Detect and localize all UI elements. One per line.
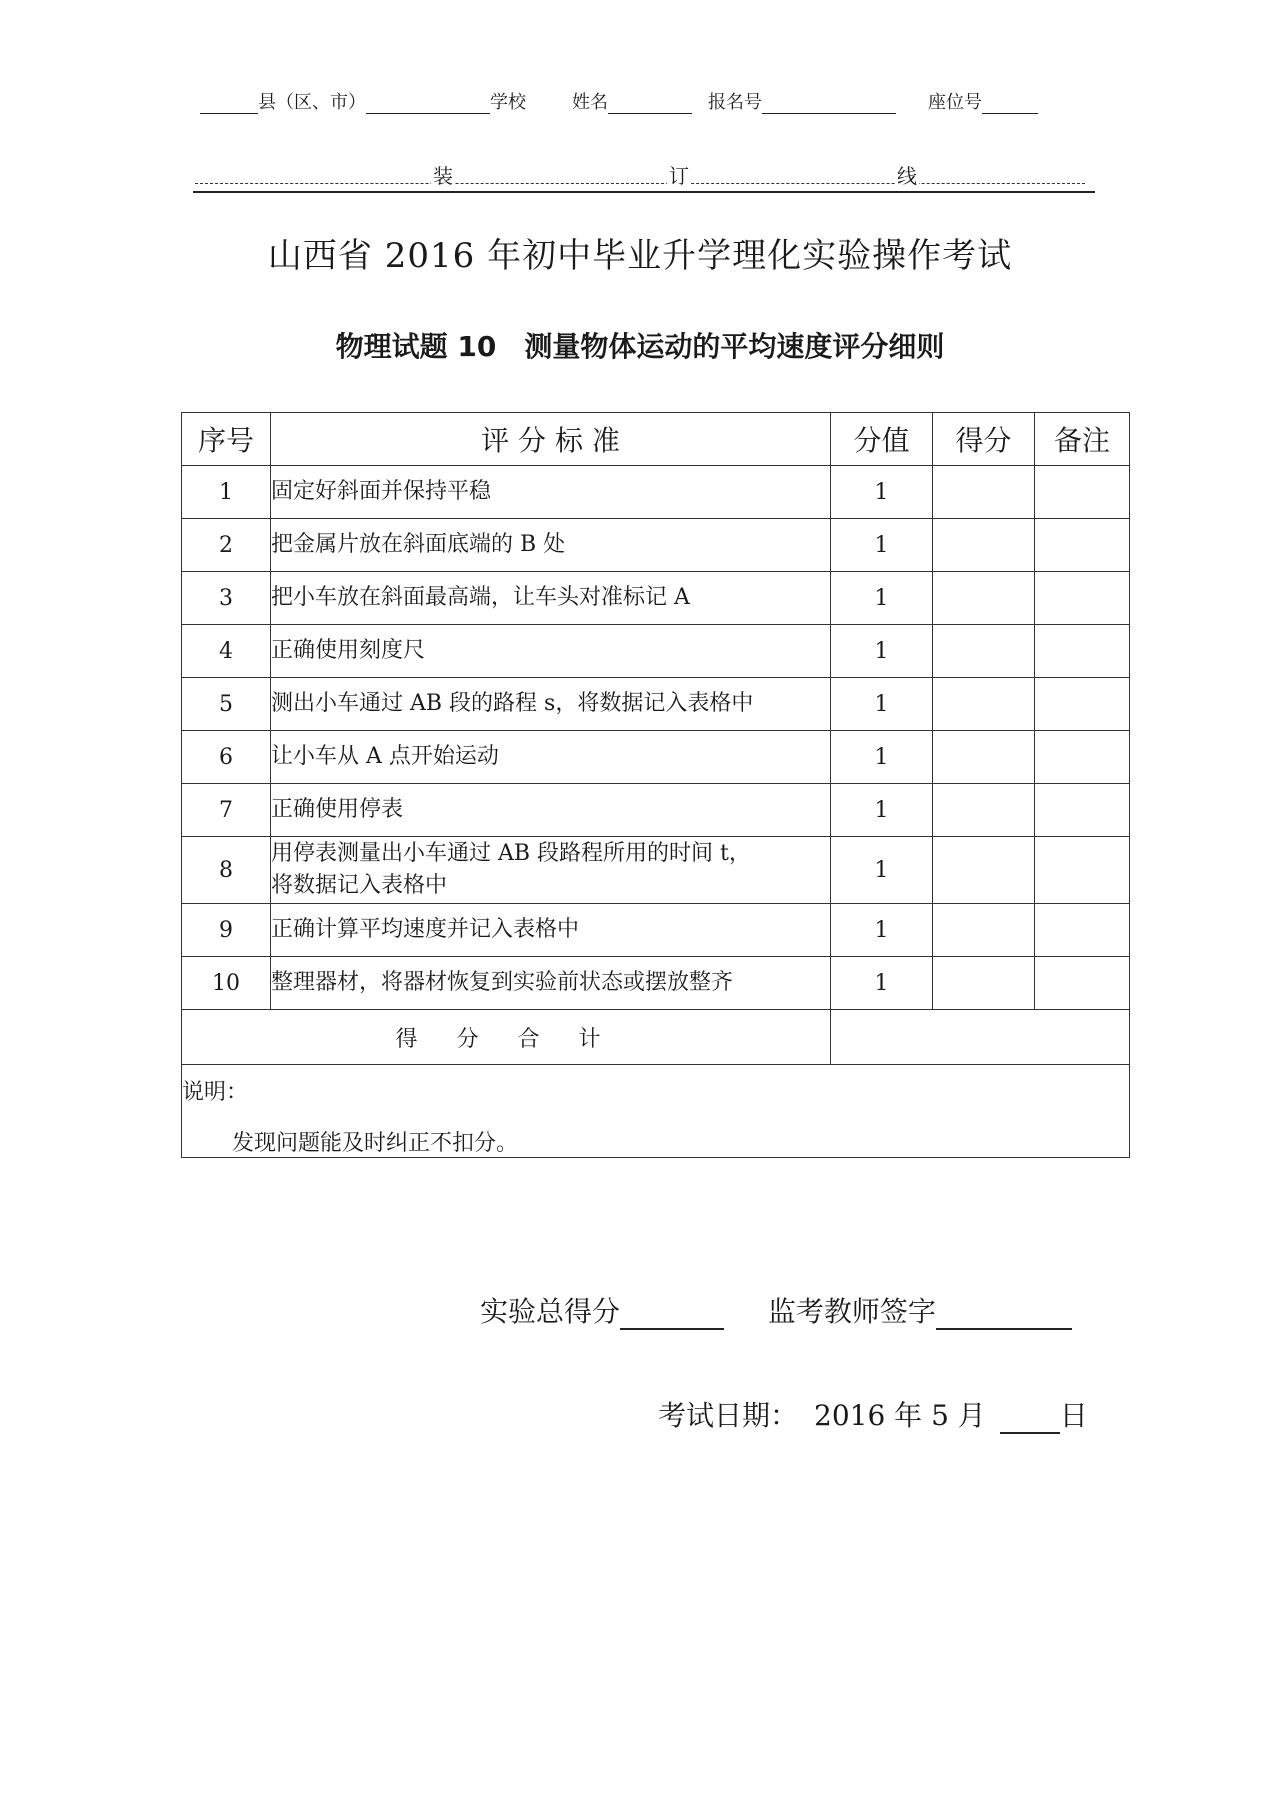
- row-criteria: 正确计算平均速度并记入表格中: [271, 904, 831, 957]
- row-criteria: 把小车放在斜面最高端，让车头对准标记 A: [271, 572, 831, 625]
- row-criteria-line: 用停表测量出小车通过 AB 段路程所用的时间 t，: [271, 841, 751, 866]
- binding-char: 装: [431, 160, 455, 189]
- header-remark: 备注: [1035, 413, 1130, 466]
- row-criteria: 把金属片放在斜面底端的 B 处: [271, 519, 831, 572]
- signature-line: [480, 1290, 1072, 1330]
- seat-label: 座位号: [928, 92, 982, 113]
- row-remark-cell[interactable]: [1035, 519, 1130, 572]
- row-score-cell[interactable]: [933, 957, 1035, 1010]
- table-row: [182, 957, 1130, 1010]
- row-score-cell[interactable]: [933, 466, 1035, 519]
- total-row: [182, 1010, 1130, 1065]
- row-index: 5: [182, 678, 271, 731]
- row-points: 1: [831, 572, 933, 625]
- teacher-sign-blank[interactable]: [936, 1300, 1072, 1330]
- row-remark-cell[interactable]: [1035, 904, 1130, 957]
- table-row: [182, 466, 1130, 519]
- binding-solid-rule: [193, 191, 1095, 193]
- county-label: 县（区、市）: [258, 92, 366, 113]
- binding-line: [195, 160, 1085, 196]
- row-score-cell[interactable]: [933, 731, 1035, 784]
- seat-blank[interactable]: [982, 95, 1038, 114]
- row-points: 1: [831, 837, 933, 904]
- row-points: 1: [831, 678, 933, 731]
- row-score-cell[interactable]: [933, 572, 1035, 625]
- row-score-cell[interactable]: [933, 784, 1035, 837]
- page-title: 山西省 2016 年初中毕业升学理化实验操作考试: [267, 236, 1013, 276]
- scoring-table: [181, 412, 1130, 1158]
- registration-blank[interactable]: [762, 95, 896, 114]
- row-index: 3: [182, 572, 271, 625]
- row-points: 1: [831, 784, 933, 837]
- school-label: 学校: [490, 92, 526, 113]
- binding-char: 线: [895, 160, 919, 189]
- row-criteria: 正确使用刻度尺: [271, 625, 831, 678]
- row-criteria: 正确使用停表: [271, 784, 831, 837]
- row-score-cell[interactable]: [933, 904, 1035, 957]
- row-index: 1: [182, 466, 271, 519]
- row-index: 7: [182, 784, 271, 837]
- row-points: 1: [831, 957, 933, 1010]
- row-remark-cell[interactable]: [1035, 784, 1130, 837]
- notes-row: [182, 1065, 1130, 1158]
- name-label: 姓名: [572, 92, 608, 113]
- row-remark-cell[interactable]: [1035, 837, 1130, 904]
- header-points: 分值: [831, 413, 933, 466]
- notes-body: 发现问题能及时纠正不扣分。: [232, 1131, 519, 1156]
- total-label: 得 分 合 计: [182, 1010, 831, 1065]
- day-label: 日: [1059, 1399, 1088, 1432]
- school-blank[interactable]: [366, 95, 490, 114]
- row-remark-cell[interactable]: [1035, 466, 1130, 519]
- row-criteria: [271, 837, 831, 904]
- row-points: 1: [831, 904, 933, 957]
- row-remark-cell[interactable]: [1035, 678, 1130, 731]
- notes-cell: [182, 1065, 1130, 1158]
- row-criteria: 整理器材，将器材恢复到实验前状态或摆放整齐: [271, 957, 831, 1010]
- row-points: 1: [831, 466, 933, 519]
- header-index: 序号: [182, 413, 271, 466]
- header-criteria: 评 分 标 准: [271, 413, 831, 466]
- table-row: [182, 572, 1130, 625]
- row-criteria-line: 将数据记入表格中: [271, 873, 448, 898]
- table-row: [182, 837, 1130, 904]
- row-score-cell[interactable]: [933, 678, 1035, 731]
- table-row: [182, 519, 1130, 572]
- teacher-sign-label: 监考教师签字: [767, 1295, 936, 1328]
- county-blank[interactable]: [200, 95, 258, 114]
- row-index: 10: [182, 957, 271, 1010]
- table-row: [182, 904, 1130, 957]
- table-row: [182, 625, 1130, 678]
- row-index: 2: [182, 519, 271, 572]
- binding-dotted-rule: [195, 183, 1085, 184]
- date-label: 考试日期：: [658, 1399, 799, 1432]
- table-row: [182, 731, 1130, 784]
- page-subtitle: 物理试题 10 测量物体运动的平均速度评分细则: [335, 330, 945, 363]
- header-score: 得分: [933, 413, 1035, 466]
- registration-label: 报名号: [708, 92, 762, 113]
- row-score-cell[interactable]: [933, 837, 1035, 904]
- total-score-blank[interactable]: [620, 1300, 724, 1330]
- exam-date-line: [658, 1394, 1088, 1434]
- row-index: 4: [182, 625, 271, 678]
- table-header-row: [182, 413, 1130, 466]
- row-score-cell[interactable]: [933, 519, 1035, 572]
- row-points: 1: [831, 625, 933, 678]
- name-blank[interactable]: [608, 95, 692, 114]
- row-index: 6: [182, 731, 271, 784]
- total-score-cell[interactable]: [831, 1010, 1130, 1065]
- row-criteria: 测出小车通过 AB 段的路程 s，将数据记入表格中: [271, 678, 831, 731]
- table-row: [182, 784, 1130, 837]
- row-remark-cell[interactable]: [1035, 957, 1130, 1010]
- row-points: 1: [831, 519, 933, 572]
- binding-char: 订: [667, 160, 691, 189]
- row-remark-cell[interactable]: [1035, 625, 1130, 678]
- total-score-label: 实验总得分: [480, 1295, 621, 1328]
- row-index: 9: [182, 904, 271, 957]
- row-remark-cell[interactable]: [1035, 572, 1130, 625]
- table-row: [182, 678, 1130, 731]
- notes-title: 说明：: [182, 1080, 249, 1105]
- row-criteria: 固定好斜面并保持平稳: [271, 466, 831, 519]
- row-criteria: 让小车从 A 点开始运动: [271, 731, 831, 784]
- row-points: 1: [831, 731, 933, 784]
- row-remark-cell[interactable]: [1035, 731, 1130, 784]
- day-blank[interactable]: [1000, 1404, 1060, 1434]
- date-value: 2016 年 5 月: [814, 1399, 986, 1432]
- row-score-cell[interactable]: [933, 625, 1035, 678]
- row-index: 8: [182, 837, 271, 904]
- student-info-line: [200, 88, 1080, 120]
